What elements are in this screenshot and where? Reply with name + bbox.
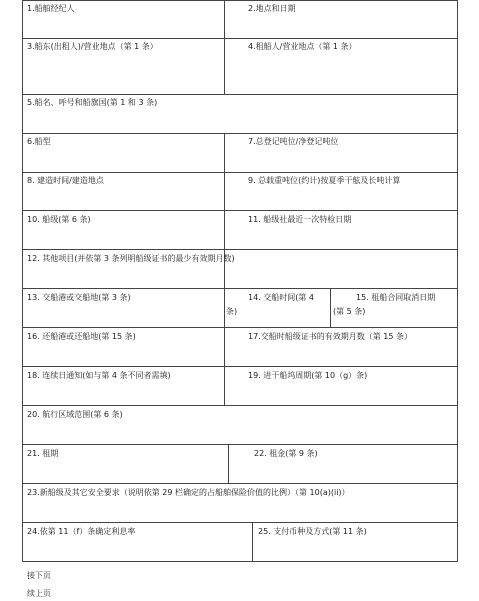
field-5-vessel-name: 5.船名、呼号和船旗国(第 1 和 3 条): [27, 98, 158, 107]
field-20-trading-limits: 20. 航行区域范围(第 6 条): [27, 410, 123, 419]
rule: [22, 288, 458, 289]
rule: [22, 366, 458, 367]
rule: [224, 288, 225, 405]
field-19-drydocking: 19. 进干船坞周期(第 10（g）条): [248, 371, 368, 380]
rule: [22, 172, 458, 173]
field-9-deadweight: 9. 总载重吨位(约计)按夏季干舷及长吨计算: [248, 176, 401, 185]
rule: [252, 522, 253, 561]
field-11-survey-date: 11. 船级社最近一次特检日期: [248, 215, 352, 224]
rule: [22, 249, 458, 250]
rule: [22, 94, 458, 95]
field-10-class: 10. 船级(第 6 条): [27, 215, 91, 224]
rule: [22, 444, 458, 445]
rule: [22, 483, 458, 484]
rule: [228, 444, 229, 483]
field-17-class-validity: 17.交船时船级证书的有效期月数（第 15 条）: [248, 332, 412, 341]
rule: [224, 0, 225, 95]
rule: [22, 0, 23, 562]
rule: [22, 38, 458, 39]
field-14-delivery-time: 14. 交船时间(第 4: [248, 293, 315, 302]
field-6-vessel-type: 6.船型: [27, 137, 51, 146]
rule: [22, 561, 458, 562]
field-24-interest: 24.依第 11（f）条确定利息率: [27, 527, 136, 536]
rule: [224, 133, 225, 288]
rule: [330, 288, 331, 327]
field-7-tonnage: 7.总登记吨位/净登记吨位: [248, 137, 339, 146]
field-25-payment: 25. 支付币种及方式(第 11 条): [258, 527, 367, 536]
field-14-delivery-time-cont: 条): [226, 307, 238, 316]
footer-continued-from: 续上页: [27, 589, 51, 598]
field-8-built: 8. 建造时间/建造地点: [27, 176, 104, 185]
field-23-safety: 23.新船级及其它安全要求（说明依第 29 栏确定的占船舶保险价值的比例）（第 10(a)(ii)）: [27, 488, 350, 497]
rule: [22, 210, 458, 211]
rule: [22, 0, 458, 1]
field-13-delivery-port: 13. 交船港或交船地(第 3 条): [27, 293, 131, 302]
field-12-other: 12. 其他项目(并依第 3 条列明船级证书的最少有效期月数): [27, 254, 235, 263]
field-1-broker: 1.船舶经纪人: [27, 4, 75, 13]
field-15-cancelling-date-cont: (第 5 条): [333, 307, 366, 316]
footer-continued-next: 接下页: [27, 571, 51, 580]
rule: [22, 327, 458, 328]
rule: [457, 0, 458, 562]
field-16-redelivery: 16. 还船港或还船地(第 15 条): [27, 332, 136, 341]
field-22-hire: 22. 租金(第 9 条): [254, 449, 318, 458]
field-21-period: 21. 租期: [27, 449, 59, 458]
rule: [22, 133, 458, 134]
field-18-notice: 18. 连续日通知(如与第 4 条不同者需填): [27, 371, 171, 380]
field-4-charterers: 4.租船人/营业地点（第 1 条）: [248, 42, 357, 51]
rule: [22, 522, 458, 523]
field-2-place-date: 2.地点和日期: [248, 4, 296, 13]
field-3-owners: 3.船东(出租人)/营业地点（第 1 条）: [27, 42, 158, 51]
rule: [22, 405, 458, 406]
field-15-cancelling-date: 15. 租船合同取消日期: [356, 293, 436, 302]
